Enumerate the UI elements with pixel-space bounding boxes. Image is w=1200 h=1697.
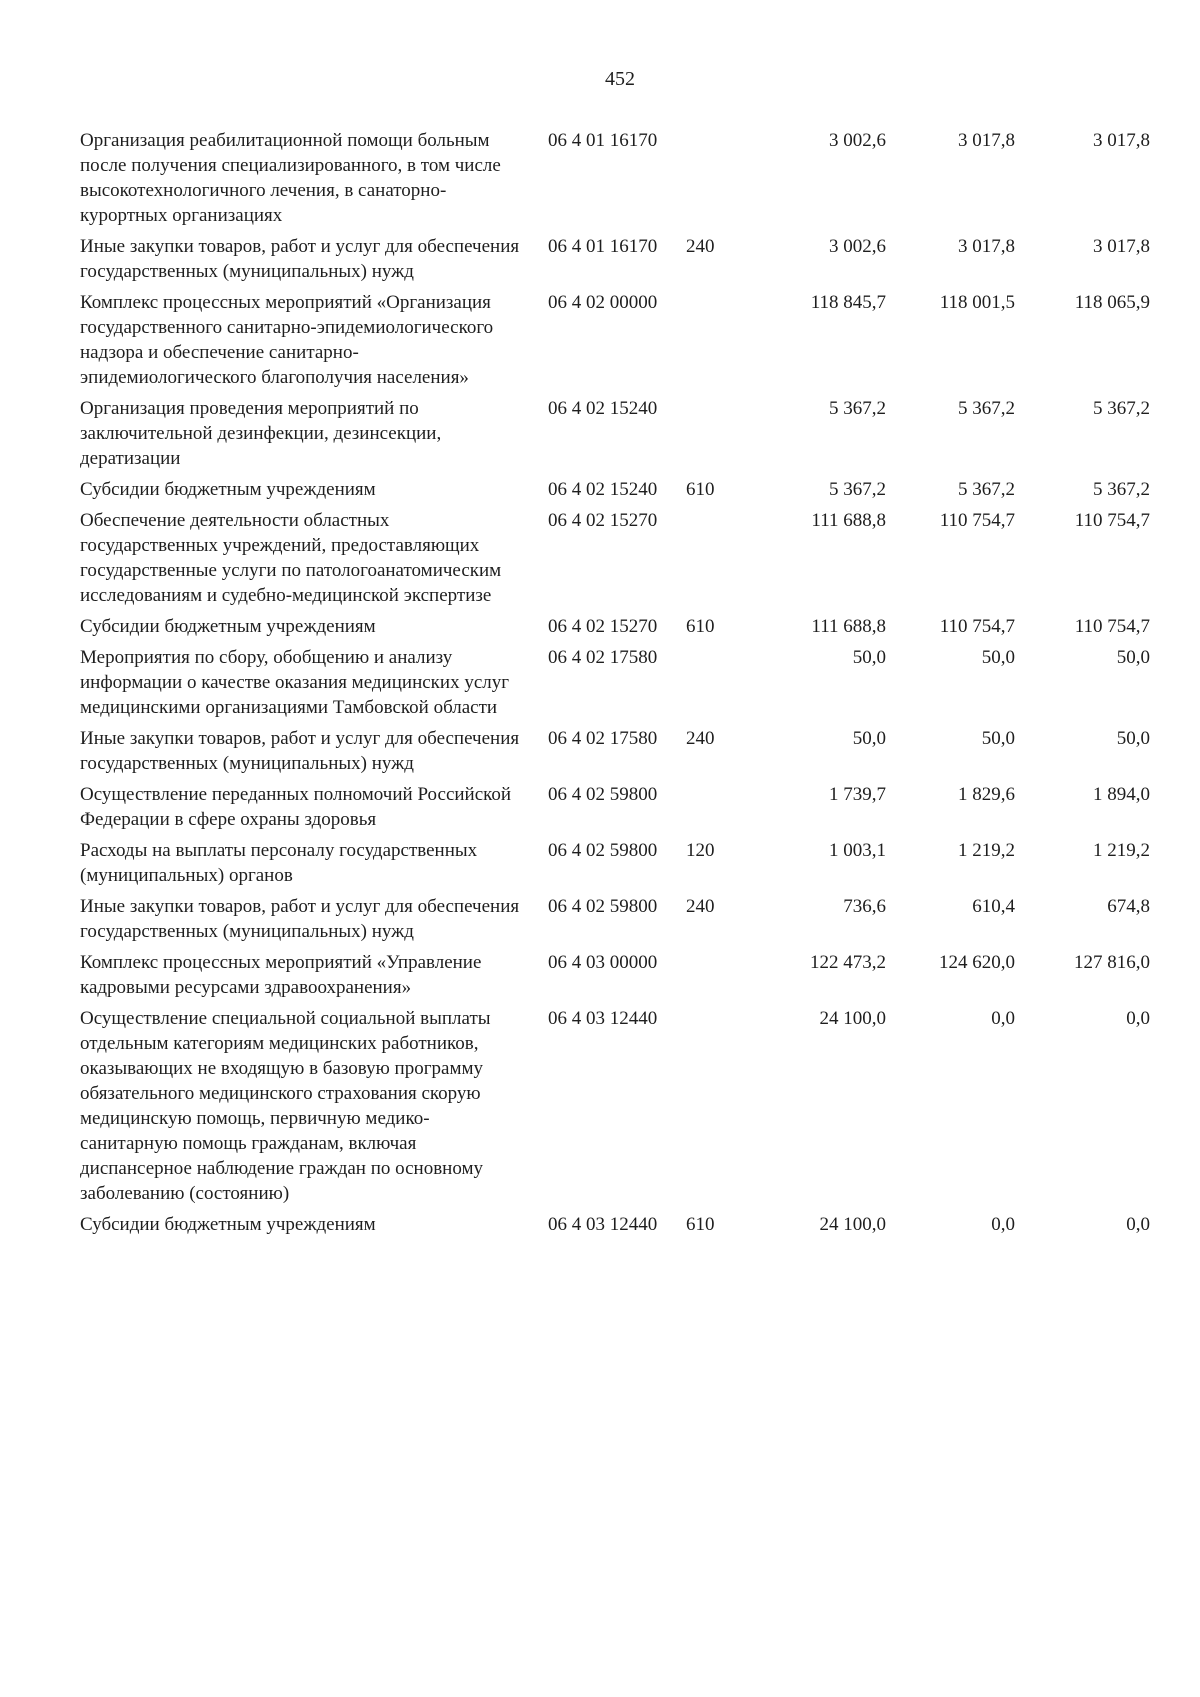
table-row — [80, 1006, 1160, 1206]
row-name: Субсидии бюджетным учреждениям — [80, 1214, 376, 1235]
row-value-year1: 736,6 — [843, 896, 886, 917]
row-code: 06 4 02 59800 — [548, 840, 658, 861]
row-value-year3: 0,0 — [1126, 1008, 1150, 1029]
row-expense-type: 610 — [686, 1214, 715, 1235]
row-code: 06 4 02 59800 — [548, 896, 658, 917]
row-name: Иные закупки товаров, работ и услуг для обеспечения государственных (муниципальных) нужд — [80, 896, 520, 942]
row-name: Осуществление специальной социальной выплаты отдельным категориям медицинских работников, оказывающих не входящую в базовую программу обязательного медицинского страхования скорую медицинскую помощь, первичную медико-санитарную помощь гражданам, включая диспансерное наблюдение граждан по основному заболеванию (состоянию) — [80, 1008, 491, 1204]
row-value-year3: 3 017,8 — [1093, 130, 1150, 151]
row-value-year2: 118 001,5 — [939, 292, 1015, 313]
row-code: 06 4 01 16170 — [548, 236, 658, 257]
table-row — [80, 894, 1160, 944]
row-value-year3: 50,0 — [1116, 728, 1150, 749]
row-value-year2: 110 754,7 — [939, 616, 1015, 637]
row-name: Организация реабилитационной помощи больным после получения специализированного, в том числе высокотехнологичного лечения, в санаторно-курортных организациях — [80, 130, 501, 226]
row-code: 06 4 01 16170 — [548, 130, 658, 151]
row-name: Мероприятия по сбору, обобщению и анализу информации о качестве оказания медицинских услуг медицинскими организациями Тамбовской области — [80, 647, 510, 718]
row-expense-type: 610 — [686, 616, 715, 637]
row-code: 06 4 02 17580 — [548, 647, 658, 668]
table-row — [80, 950, 1160, 1000]
budget-table — [80, 128, 1160, 1243]
row-code: 06 4 02 15270 — [548, 510, 658, 531]
row-value-year2: 0,0 — [991, 1008, 1015, 1029]
row-value-year1: 111 688,8 — [811, 616, 886, 637]
row-value-year2: 110 754,7 — [939, 510, 1015, 531]
row-value-year2: 3 017,8 — [958, 130, 1015, 151]
row-expense-type: 610 — [686, 479, 715, 500]
row-value-year1: 5 367,2 — [829, 479, 886, 500]
row-code: 06 4 03 12440 — [548, 1008, 658, 1029]
table-row — [80, 477, 1160, 502]
row-value-year1: 50,0 — [852, 728, 886, 749]
row-value-year3: 5 367,2 — [1093, 398, 1150, 419]
row-name: Иные закупки товаров, работ и услуг для обеспечения государственных (муниципальных) нужд — [80, 236, 520, 282]
row-value-year2: 5 367,2 — [958, 479, 1015, 500]
row-code: 06 4 02 59800 — [548, 784, 658, 805]
table-row — [80, 645, 1160, 720]
row-value-year1: 122 473,2 — [810, 952, 886, 973]
row-value-year3: 1 219,2 — [1093, 840, 1150, 861]
page-number: 452 — [605, 68, 635, 90]
table-row — [80, 838, 1160, 888]
row-name: Осуществление переданных полномочий Российской Федерации в сфере охраны здоровья — [80, 784, 512, 830]
row-expense-type: 240 — [686, 236, 715, 257]
row-value-year2: 124 620,0 — [939, 952, 1015, 973]
table-row — [80, 614, 1160, 639]
table-row — [80, 1212, 1160, 1237]
row-value-year3: 50,0 — [1116, 647, 1150, 668]
row-name: Субсидии бюджетным учреждениям — [80, 616, 376, 637]
row-value-year3: 0,0 — [1126, 1214, 1150, 1235]
row-code: 06 4 02 15240 — [548, 479, 658, 500]
row-value-year3: 110 754,7 — [1074, 510, 1150, 531]
row-value-year1: 24 100,0 — [819, 1214, 886, 1235]
row-value-year3: 127 816,0 — [1074, 952, 1150, 973]
row-name: Расходы на выплаты персоналу государственных (муниципальных) органов — [80, 840, 478, 886]
row-value-year3: 110 754,7 — [1074, 616, 1150, 637]
row-value-year3: 3 017,8 — [1093, 236, 1150, 257]
row-expense-type: 240 — [686, 896, 715, 917]
table-row — [80, 396, 1160, 471]
row-value-year2: 50,0 — [981, 647, 1015, 668]
row-name: Обеспечение деятельности областных государственных учреждений, предоставляющих государственные услуги по патологоанатомическим исследованиям и судебно-медицинской экспертизе — [80, 510, 502, 606]
row-value-year2: 5 367,2 — [958, 398, 1015, 419]
row-name: Комплекс процессных мероприятий «Организация государственного санитарно-эпидемиологического надзора и обеспечение санитарно-эпидемиологического благополучия населения» — [80, 292, 494, 388]
row-value-year1: 3 002,6 — [829, 236, 886, 257]
row-value-year1: 111 688,8 — [811, 510, 886, 531]
row-code: 06 4 03 12440 — [548, 1214, 658, 1235]
row-code: 06 4 03 00000 — [548, 952, 658, 973]
table-row — [80, 234, 1160, 284]
row-value-year2: 50,0 — [981, 728, 1015, 749]
row-value-year1: 50,0 — [852, 647, 886, 668]
row-code: 06 4 02 15270 — [548, 616, 658, 637]
row-name: Комплекс процессных мероприятий «Управление кадровыми ресурсами здравоохранения» — [80, 952, 482, 998]
table-row — [80, 726, 1160, 776]
row-value-year1: 1 739,7 — [829, 784, 886, 805]
row-value-year3: 674,8 — [1107, 896, 1150, 917]
row-expense-type: 120 — [686, 840, 715, 861]
row-value-year1: 24 100,0 — [819, 1008, 886, 1029]
table-row — [80, 782, 1160, 832]
row-value-year1: 5 367,2 — [829, 398, 886, 419]
row-code: 06 4 02 00000 — [548, 292, 658, 313]
row-value-year2: 3 017,8 — [958, 236, 1015, 257]
row-name: Иные закупки товаров, работ и услуг для обеспечения государственных (муниципальных) нужд — [80, 728, 520, 774]
row-value-year2: 610,4 — [972, 896, 1015, 917]
row-code: 06 4 02 17580 — [548, 728, 658, 749]
row-code: 06 4 02 15240 — [548, 398, 658, 419]
row-name: Субсидии бюджетным учреждениям — [80, 479, 376, 500]
row-value-year3: 1 894,0 — [1093, 784, 1150, 805]
row-value-year1: 118 845,7 — [810, 292, 886, 313]
row-value-year3: 118 065,9 — [1074, 292, 1150, 313]
table-row — [80, 290, 1160, 390]
row-value-year1: 1 003,1 — [829, 840, 886, 861]
row-value-year2: 1 219,2 — [958, 840, 1015, 861]
row-value-year2: 1 829,6 — [958, 784, 1015, 805]
row-value-year2: 0,0 — [991, 1214, 1015, 1235]
row-value-year1: 3 002,6 — [829, 130, 886, 151]
table-row — [80, 508, 1160, 608]
row-name: Организация проведения мероприятий по заключительной дезинфекции, дезинсекции, дератизации — [80, 398, 442, 469]
row-value-year3: 5 367,2 — [1093, 479, 1150, 500]
table-row — [80, 128, 1160, 228]
row-expense-type: 240 — [686, 728, 715, 749]
